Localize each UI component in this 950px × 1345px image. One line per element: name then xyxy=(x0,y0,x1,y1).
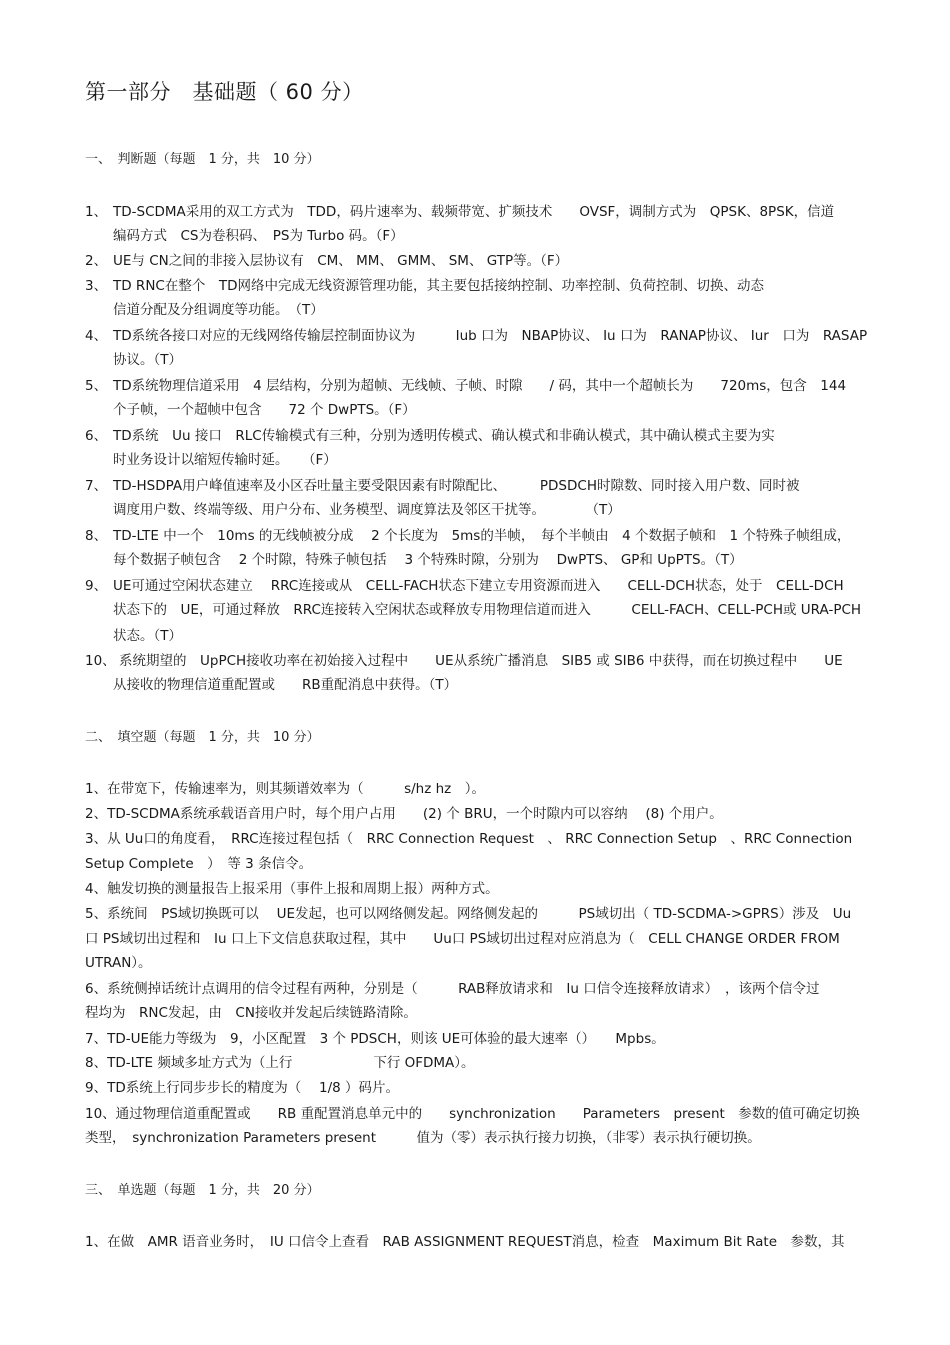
fill-line: UTRAN）。 xyxy=(85,955,152,971)
fill-line: 3、从 Uu口的角度看， RRC连接过程包括（ RRC Connection Request 、 RRC Connection Setup 、RRC Connection xyxy=(85,831,853,847)
item-text: 状态。（T） xyxy=(113,628,182,644)
fill-line: 4、触发切换的测量报告上报采用（事件上报和周期上报）两种方式。 xyxy=(85,881,499,897)
single-line: 1、在做 AMR 语音业务时， IU 口信令上查看 RAB ASSIGNMENT REQUEST消息，检查 Maximum Bit Rate 参数，其 xyxy=(85,1234,845,1250)
item-text: 状态下的 UE，可通过释放 RRC连接转入空闲状态或释放专用物理信道而进入 CELL-FACH、CELL-PCH或 URA-PCH xyxy=(113,602,862,618)
fill-line: 口 PS域切出过程和 Iu 口上下文信息获取过程，其中 Uu口 PS域切出过程对应消息为（ CELL CHANGE ORDER FROM xyxy=(85,931,840,947)
item-number: 1、 xyxy=(85,204,108,220)
item-text: 信道分配及分组调度等功能。 （T） xyxy=(113,302,324,318)
fill-line: 5、系统间 PS域切换既可以 UE发起，也可以网络侧发起。网络侧发起的 PS域切出（ TD-SCDMA->GPRS）涉及 Uu xyxy=(85,906,852,922)
fill-line: 10、通过物理信道重配置或 RB 重配置消息单元中的 synchronization Parameters present 参数的值可确定切换 xyxy=(85,1106,860,1122)
item-text: 协议。（T） xyxy=(113,352,182,368)
item-number: 7、 xyxy=(85,478,108,494)
section-heading-fill: 二、 填空题（每题 1 分，共 10 分） xyxy=(85,730,320,745)
item-text: TD系统物理信道采用 4 层结构，分别为超帧、无线帧、子帧、时隙 / 码，其中一个超帧长为 720ms，包含 144 xyxy=(113,378,847,394)
item-text: 个子帧，一个超帧中包含 72 个 DwPTS。（F） xyxy=(113,402,416,418)
item-number: 10、 xyxy=(85,653,116,669)
fill-line: 2、TD-SCDMA系统承载语音用户时，每个用户占用 (2) 个 BRU，一个时隙内可以容纳 (8) 个用户。 xyxy=(85,806,723,822)
item-text: TD RNC在整个 TD网络中完成无线资源管理功能，其主要包括接纳控制、功率控制、负荷控制、切换、动态 xyxy=(113,278,764,294)
item-text: 每个数据子帧包含 2 个时隙，特殊子帧包括 3 个特殊时隙，分别为 DwPTS、 GP和 UpPTS。（T） xyxy=(113,552,743,568)
fill-line: 6、系统侧掉话统计点调用的信令过程有两种，分别是（ RAB释放请求和 Iu 口信令连接释放请求） ，该两个信令过 xyxy=(85,981,820,997)
item-text: 调度用户数、终端等级、用户分布、业务模型、调度算法及邻区干扰等。 （T） xyxy=(113,502,621,518)
item-number: 6、 xyxy=(85,428,108,444)
item-text: 时业务设计以缩短传输时延。 （F） xyxy=(113,452,337,468)
fill-line: 1、在带宽下，传输速率为，则其频谱效率为（ s/hz hz ）。 xyxy=(85,781,485,797)
fill-line: 8、TD-LTE 频域多址方式为（上行 下行 OFDMA）。 xyxy=(85,1055,475,1071)
section-heading-judge: 一、 判断题（每题 1 分，共 10 分） xyxy=(85,152,320,167)
item-number: 8、 xyxy=(85,528,108,544)
section-heading-single: 三、 单选题（每题 1 分，共 20 分） xyxy=(85,1183,320,1198)
page-title: 第一部分 基础题（ 60 分） xyxy=(85,80,364,104)
item-number: 2、 xyxy=(85,253,108,269)
fill-line: Setup Complete ） 等 3 条信令。 xyxy=(85,856,313,872)
item-number: 5、 xyxy=(85,378,108,394)
item-text: TD-LTE 中一个 10ms 的无线帧被分成 2 个长度为 5ms的半帧， 每个半帧由 4 个数据子帧和 1 个特殊子帧组成， xyxy=(113,528,851,544)
item-text: TD系统各接口对应的无线网络传输层控制面协议为 Iub 口为 NBAP协议、 Iu 口为 RANAP协议、 Iur 口为 RASAP xyxy=(113,328,868,344)
fill-line: 程均为 RNC发起，由 CN接收并发起后续链路清除。 xyxy=(85,1005,417,1021)
item-number: 9、 xyxy=(85,578,108,594)
fill-line: 7、TD-UE能力等级为 9，小区配置 3 个 PDSCH，则该 UE可体验的最大速率（） Mpbs。 xyxy=(85,1031,665,1047)
item-text: TD系统 Uu 接口 RLC传输模式有三种，分别为透明传模式、确认模式和非确认模式，其中确认模式主要为实 xyxy=(113,428,775,444)
item-text: 编码方式 CS为卷积码、 PS为 Turbo 码。（F） xyxy=(113,228,404,244)
item-text: TD-SCDMA采用的双工方式为 TDD，码片速率为、载频带宽、扩频技术 OVSF，调制方式为 QPSK、8PSK，信道 xyxy=(113,204,835,220)
item-text: 从接收的物理信道重配置或 RB重配消息中获得。（T） xyxy=(113,677,458,693)
fill-line: 9、TD系统上行同步步长的精度为（ 1/8 ）码片。 xyxy=(85,1080,400,1096)
item-text: UE可通过空闲状态建立 RRC连接或从 CELL-FACH状态下建立专用资源而进入 CELL-DCH状态，处于 CELL-DCH xyxy=(113,578,844,594)
item-text: UE与 CN之间的非接入层协议有 CM、 MM、 GMM、 SM、 GTP等。（F） xyxy=(113,253,569,269)
fill-line: 类型， synchronization Parameters present 值为（零）表示执行接力切换，（非零）表示执行硬切换。 xyxy=(85,1130,761,1146)
item-number: 3、 xyxy=(85,278,108,294)
item-number: 4、 xyxy=(85,328,108,344)
item-text: 系统期望的 UpPCH接收功率在初始接入过程中 UE从系统广播消息 SIB5 或 SIB6 中获得，而在切换过程中 UE xyxy=(119,653,843,669)
item-text: TD-HSDPA用户峰值速率及小区吞吐量主要受限因素有时隙配比、 PDSDCH时隙数、同时接入用户数、同时被 xyxy=(113,478,800,494)
